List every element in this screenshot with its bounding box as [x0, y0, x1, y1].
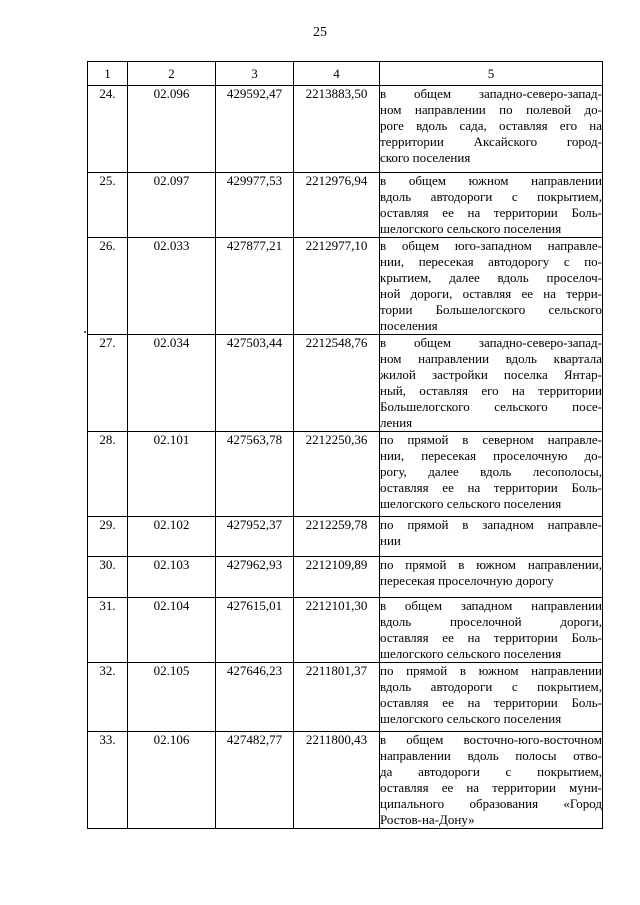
- description-line: оставляя ее на территории Боль-: [380, 480, 602, 495]
- row-number: 24.: [88, 86, 128, 173]
- point-code: 02.033: [128, 238, 216, 335]
- description-line: нии, пересекая проселочную до-: [380, 448, 602, 463]
- x-coordinate: 427952,37: [216, 517, 294, 557]
- description-line: да автодороги с покрытием,: [380, 764, 602, 779]
- point-code: 02.096: [128, 86, 216, 173]
- point-code: 02.102: [128, 517, 216, 557]
- description-line: территории Аксайского город-: [380, 134, 602, 149]
- table-row: [88, 238, 603, 335]
- description-line: вдоль автодороги с покрытием,: [380, 189, 602, 204]
- row-number: 30.: [88, 557, 128, 598]
- table-row: [88, 557, 603, 598]
- description-line: ления: [380, 415, 413, 430]
- row-number: 25.: [88, 173, 128, 238]
- description-line: нии: [380, 533, 401, 548]
- description-line: оставляя ее на территории Боль-: [380, 695, 602, 710]
- row-number: 29.: [88, 517, 128, 557]
- y-coordinate: 2211800,43: [294, 732, 380, 829]
- description-line: оставляя ее на территории муни-: [380, 780, 602, 795]
- description-line: жилой застройки поселка Янтар-: [380, 367, 602, 382]
- description-line: Ростов-на-Дону»: [380, 812, 475, 827]
- description-line: в общем юго-западном направле-: [380, 238, 602, 253]
- description-line: рогу, далее вдоль лесополосы,: [380, 464, 602, 479]
- description-line: ципального образования «Город: [380, 796, 602, 811]
- table-row: [88, 432, 603, 517]
- description-line: нии, пересекая автодорогу с по-: [380, 254, 602, 269]
- row-number: 26.: [88, 238, 128, 335]
- table-header-row: [88, 62, 603, 86]
- x-coordinate: 427646,23: [216, 663, 294, 732]
- description-line: крытием, далее вдоль проселоч-: [380, 270, 602, 285]
- table-row: [88, 335, 603, 432]
- boundary-description: [380, 432, 603, 517]
- page-number: 25: [313, 25, 327, 40]
- description-line: роге вдоль сада, оставляя его на: [380, 118, 602, 133]
- description-line: поселения: [380, 318, 438, 333]
- point-code: 02.097: [128, 173, 216, 238]
- x-coordinate: 429592,47: [216, 86, 294, 173]
- y-coordinate: 2212976,94: [294, 173, 380, 238]
- boundary-description: [380, 238, 603, 335]
- table-row: [88, 663, 603, 732]
- boundary-description: [380, 557, 603, 598]
- y-coordinate: 2211801,37: [294, 663, 380, 732]
- column-header-description: 5: [380, 62, 603, 86]
- y-coordinate: 2212250,36: [294, 432, 380, 517]
- x-coordinate: 429977,53: [216, 173, 294, 238]
- x-coordinate: 427877,21: [216, 238, 294, 335]
- point-code: 02.034: [128, 335, 216, 432]
- column-header-point-code: 2: [128, 62, 216, 86]
- description-line: ского поселения: [380, 150, 471, 165]
- table-row: [88, 732, 603, 829]
- row-number: 28.: [88, 432, 128, 517]
- description-line: в общем западном направлении: [380, 598, 602, 613]
- description-line: по прямой в западном направле-: [380, 517, 602, 532]
- description-line: тории Большелогского сельского: [380, 302, 602, 317]
- boundary-description: [380, 86, 603, 173]
- point-code: 02.105: [128, 663, 216, 732]
- description-line: оставляя ее на территории Боль-: [380, 630, 602, 645]
- description-line: шелогского сельского поселения: [380, 711, 562, 726]
- table-row: [88, 86, 603, 173]
- table-row: [88, 517, 603, 557]
- point-code: 02.103: [128, 557, 216, 598]
- row-number: 32.: [88, 663, 128, 732]
- boundary-description: [380, 663, 603, 732]
- description-line: Большелогского сельского посе-: [380, 399, 602, 414]
- boundary-description: [380, 173, 603, 238]
- description-line: шелогского сельского поселения: [380, 646, 562, 661]
- row-number: 27.: [88, 335, 128, 432]
- scan-speck: [84, 331, 86, 333]
- description-line: направлении вдоль полосы отво-: [380, 748, 602, 763]
- boundary-description: [380, 335, 603, 432]
- description-line: по прямой в южном направлении,: [380, 557, 602, 572]
- description-line: в общем западно-северо-запад-: [380, 86, 602, 101]
- description-line: в общем западно-северо-запад-: [380, 335, 602, 350]
- description-line: по прямой в северном направле-: [380, 432, 602, 447]
- column-header-y-coordinate: 4: [294, 62, 380, 86]
- boundary-description: [380, 517, 603, 557]
- description-line: вдоль автодороги с покрытием,: [380, 679, 602, 694]
- table-row: [88, 598, 603, 663]
- y-coordinate: 2212259,78: [294, 517, 380, 557]
- description-line: ной дороги, оставляя ее на терри-: [380, 286, 602, 301]
- row-number: 31.: [88, 598, 128, 663]
- column-header-number: 1: [88, 62, 128, 86]
- column-header-x-coordinate: 3: [216, 62, 294, 86]
- point-code: 02.101: [128, 432, 216, 517]
- boundary-description: [380, 732, 603, 829]
- x-coordinate: 427962,93: [216, 557, 294, 598]
- y-coordinate: 2212548,76: [294, 335, 380, 432]
- y-coordinate: 2212109,89: [294, 557, 380, 598]
- description-line: ном направлении по полевой до-: [380, 102, 602, 117]
- description-line: пересекая проселочную дорогу: [380, 573, 554, 588]
- boundary-points-table: [87, 61, 603, 829]
- y-coordinate: 2213883,50: [294, 86, 380, 173]
- description-line: по прямой в южном направлении: [380, 663, 602, 678]
- point-code: 02.106: [128, 732, 216, 829]
- y-coordinate: 2212101,30: [294, 598, 380, 663]
- description-line: в общем южном направлении: [380, 173, 602, 188]
- description-line: шелогского сельского поселения: [380, 496, 562, 511]
- description-line: в общем восточно-юго-восточном: [380, 732, 602, 747]
- description-line: ный, оставляя его на территории: [380, 383, 602, 398]
- x-coordinate: 427482,77: [216, 732, 294, 829]
- description-line: оставляя ее на территории Боль-: [380, 205, 602, 220]
- x-coordinate: 427563,78: [216, 432, 294, 517]
- description-line: шелогского сельского поселения: [380, 221, 562, 236]
- boundary-description: [380, 598, 603, 663]
- x-coordinate: 427615,01: [216, 598, 294, 663]
- description-line: вдоль проселочной дороги,: [380, 614, 602, 629]
- y-coordinate: 2212977,10: [294, 238, 380, 335]
- table-row: [88, 173, 603, 238]
- description-line: ном направлении вдоль квартала: [380, 351, 602, 366]
- x-coordinate: 427503,44: [216, 335, 294, 432]
- point-code: 02.104: [128, 598, 216, 663]
- row-number: 33.: [88, 732, 128, 829]
